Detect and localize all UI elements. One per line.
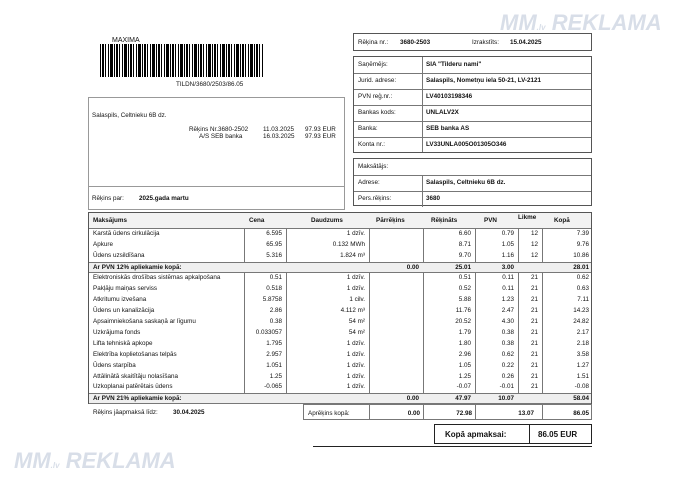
cell-vat: 0.11 [502,274,514,282]
cell-vat: 10.07 [498,395,514,403]
cell-payment: Elektroniskās drošības sistēmas apkalpošana [93,274,221,282]
cell-vat: 0.11 [502,285,514,292]
cell-vat: 0.22 [501,361,514,369]
table-row [89,295,591,306]
cell-rate: 21 [530,383,538,391]
cell-price: -0.065 [264,383,282,391]
cell-price: 2.86 [269,306,282,314]
cell-billed: 1.25 [458,372,471,380]
table-row [89,349,591,360]
cell-payment: Pakļāju maiņas serviss [93,285,158,292]
cell-billed: 11.76 [455,306,471,314]
legal-address-label: Jurid. adrese: [358,77,397,84]
invoice-number: 3680-2503 [400,39,431,46]
cell-quantity: 0.132 MWh [332,241,365,249]
table-row [89,240,591,251]
cell-quantity: 1 dzīv. [346,274,365,282]
cell-quantity: 54 m² [348,317,365,325]
watermark-suffix: .lv [50,461,60,470]
table-row [89,338,591,349]
due-date-label: Rēķins jāapmaksā līdz: [93,409,158,416]
cell-price: 0.033057 [255,328,282,336]
cell-price: 1.25 [269,372,282,380]
cell-price: 1.795 [266,339,282,347]
cell-payment: Uzkoplanai patērētais ūdens [93,383,173,391]
cell-price: 6.595 [266,230,282,238]
cell-billed: 1.80 [458,339,471,347]
cell-payment: Attālinātā skaitītāju nolasīšana [93,372,179,380]
cell-total: 2.18 [576,339,589,347]
bank-code-label: Bankas kods: [358,109,396,116]
cell-quantity: 1 dzīv. [346,350,365,358]
table-row [89,229,591,240]
cell-quantity: 1 dzīv. [346,285,365,292]
table-row [89,306,591,317]
cell-price: 1.051 [266,361,282,369]
table-row [89,273,591,284]
subtotal-row [89,393,591,404]
cell-total: 0.62 [576,274,589,282]
cell-price: 5.316 [266,252,282,260]
cell-rate: 21 [530,285,538,292]
payer-title: Maksātājs: [358,163,389,170]
cell-billed: 8.71 [458,241,471,249]
cell-payment: Ūdens un kanalizācija [93,306,155,314]
cell-billed: 1.05 [458,361,471,369]
cell-billed: -0.07 [456,383,471,391]
cell-total: 9.76 [576,241,589,249]
cell-quantity: 54 m² [348,328,365,336]
cell-quantity: 1 dzīv. [346,361,365,369]
payer-address: Salaspils, Celtnieku 6B dz. [92,112,167,119]
cell-payment: Uzkrājuma fonds [93,328,141,336]
cell-payment: Ūdens uzsildīšana [93,252,145,260]
vat-reg-value: LV40103198346 [426,93,473,100]
cell-rate: 12 [530,230,538,238]
cell-quantity: 1 dzīv. [346,230,365,238]
cell-total: 28.01 [573,264,589,272]
total-summary-label: Aprēķins kopā: [308,410,350,417]
cell-rate: 21 [530,361,538,369]
cell-total: 2.17 [576,328,589,336]
period-label: Rēķins par: [92,195,124,202]
total-vat: 13.07 [518,410,534,417]
subtotal-row [89,262,591,273]
col-header-payment: Maksājums [93,217,127,224]
invoice-number-label: Rēķina nr.: [358,39,389,46]
cell-vat: 4.30 [501,317,514,325]
cell-total: 3.58 [576,350,589,358]
cell-recalc: 0.00 [406,395,419,403]
col-header-recalc: Pārrēķins [376,217,405,224]
vat-reg-label: PVN reģ.nr.: [358,93,393,100]
cell-payment: Ūdens starpība [93,361,136,369]
watermark-logo: MM [500,10,537,35]
cell-vat: 1.16 [501,252,514,260]
watermark-text: REKLAMA [551,10,662,35]
cell-billed: 5.88 [458,295,471,303]
total-billed: 72.98 [456,410,472,417]
cell-quantity: 1 dzīv. [346,383,365,391]
cell-total: 0.63 [576,285,589,292]
legal-address-value: Salaspils, Nometņu iela 50-21, LV-2121 [426,77,542,84]
total-summary-row [303,404,592,420]
prev-payment-date: 16.03.2025 [263,133,295,140]
issue-date-label: Izrakstīts: [472,39,499,46]
cell-vat: -0.01 [499,383,514,391]
col-header-quantity: Daudzums [311,217,343,224]
total-sum: 86.05 [573,410,589,417]
cell-billed: 0.52 [458,285,471,292]
cell-vat: 2.47 [501,306,514,314]
watermark-bottom [14,448,176,474]
recipient-box [353,56,592,153]
cell-price: 2.957 [266,350,282,358]
cell-billed: 2.96 [458,350,471,358]
cell-price: 65.95 [266,241,282,249]
col-header-vat: PVN [484,217,497,224]
payer-box [353,158,592,206]
table-row [89,371,591,382]
cell-billed: 6.60 [458,230,471,238]
personal-account-label: Pers.rēķins: [358,195,392,202]
cell-payment: Ar PVN 21% apliekamie kopā: [93,395,182,403]
payer-address-value: Salaspils, Celtnieku 6B dz. [426,179,506,186]
watermark-text: REKLAMA [65,448,176,473]
cell-payment: Apsaimniekošana saskaņā ar līgumu [93,317,196,325]
bank-value: SEB banka AS [426,125,470,132]
cell-billed: 0.51 [458,274,471,282]
cell-total: 1.51 [576,372,589,380]
cell-billed: 9.70 [458,252,471,260]
cell-price: 5.8758 [262,295,282,303]
cell-rate: 21 [530,295,538,303]
cell-total: 1.27 [576,361,589,369]
cell-rate: 21 [530,339,538,347]
cell-payment: Lifta tehniskā apkope [93,339,153,347]
prev-invoice-label: Rēķins Nr.3680-2502 [189,126,249,133]
cell-rate: 12 [530,252,538,260]
payer-address-label: Adrese: [358,179,380,186]
charges-table [88,212,592,404]
cell-payment: Karstā ūdens cirkulācija [93,230,160,238]
cell-total: -0.08 [574,383,589,391]
barcode-text: TILDN/3680/2503/86.05 [176,81,244,88]
cell-vat: 0.79 [501,230,514,238]
amount-due-box [434,424,592,444]
col-header-billed: Rēķināts [431,217,458,224]
col-header-total: Kopā [554,217,570,224]
footer-rule [313,446,592,447]
cell-vat: 1.23 [501,295,514,303]
table-row [89,382,591,393]
prev-payment-label: A/S SEB banka [199,133,243,140]
bank-label: Banka: [358,125,378,132]
recipient-label: Saņēmējs: [358,61,388,68]
cell-total: 7.11 [577,295,589,303]
table-row [89,360,591,371]
table-header [89,213,591,229]
cell-rate: 21 [530,274,538,282]
cell-quantity: 1.824 m³ [340,252,365,260]
cell-quantity: 4.112 m³ [340,306,365,314]
cell-total: 58.04 [573,395,589,403]
personal-account-value: 3680 [426,195,441,202]
invoice-number-box [353,33,592,51]
cell-rate: 21 [530,306,538,314]
table-body [89,229,591,404]
cell-vat: 0.62 [501,350,514,358]
account-label: Konta nr.: [358,141,385,148]
cell-payment: Apkure [93,241,113,249]
cell-vat: 0.38 [501,328,514,336]
due-date: 30.04.2025 [173,409,205,416]
cell-price: 0.38 [269,317,282,325]
period-value: 2025.gada martu [139,195,189,202]
cell-total: 24.82 [573,317,589,325]
account-value: LV33UNLA005O01305O346 [426,141,507,148]
cell-vat: 3.00 [501,264,514,272]
cell-quantity: 1 dzīv. [346,372,365,380]
cell-total: 10.86 [573,252,589,260]
prev-invoice-date: 11.03.2025 [263,126,295,133]
watermark-suffix: .lv [536,23,546,32]
prev-payment-amount: 97.93 EUR [305,133,336,140]
cell-total: 14.23 [573,306,589,314]
table-row [89,251,591,262]
table-row [89,284,591,295]
watermark-logo: MM [14,448,51,473]
amount-due-label: Kopā apmaksai: [445,430,507,439]
cell-payment: Elektrība koplietošanas telpās [93,350,177,358]
issue-date: 15.04.2025 [510,39,542,46]
recipient-value: SIA "Tilderu nami" [426,61,482,68]
cell-billed: 47.97 [455,395,471,403]
company-name: MAXIMA [112,37,140,44]
cell-rate: 21 [530,372,538,380]
table-row [89,327,591,338]
col-header-rate: Likme [518,214,537,221]
prev-invoice-amount: 97.93 EUR [305,126,336,133]
cell-price: 0.51 [269,274,282,282]
barcode [100,44,264,77]
cell-quantity: 1 cilv. [349,295,365,303]
address-box [88,97,345,210]
cell-billed: 25.01 [455,264,471,272]
cell-vat: 0.38 [501,339,514,347]
col-header-price: Cena [249,217,265,224]
cell-vat: 0.26 [501,372,514,380]
cell-billed: 1.79 [458,328,471,336]
bank-code-value: UNLALV2X [426,109,459,116]
total-recalc: 0.00 [407,410,420,417]
cell-recalc: 0.00 [406,264,419,272]
cell-payment: Ar PVN 12% apliekamie kopā: [93,264,182,272]
cell-price: 0.518 [266,285,282,292]
cell-payment: Atkritumu izvešana [93,295,147,303]
cell-rate: 21 [530,328,538,336]
cell-quantity: 1 dzīv. [346,339,365,347]
amount-due-value: 86.05 EUR [538,430,578,439]
cell-rate: 21 [530,317,538,325]
cell-total: 7.39 [576,230,589,238]
cell-rate: 21 [530,350,538,358]
table-row [89,317,591,328]
cell-rate: 12 [530,241,538,249]
cell-billed: 20.52 [455,317,471,325]
cell-vat: 1.05 [501,241,514,249]
